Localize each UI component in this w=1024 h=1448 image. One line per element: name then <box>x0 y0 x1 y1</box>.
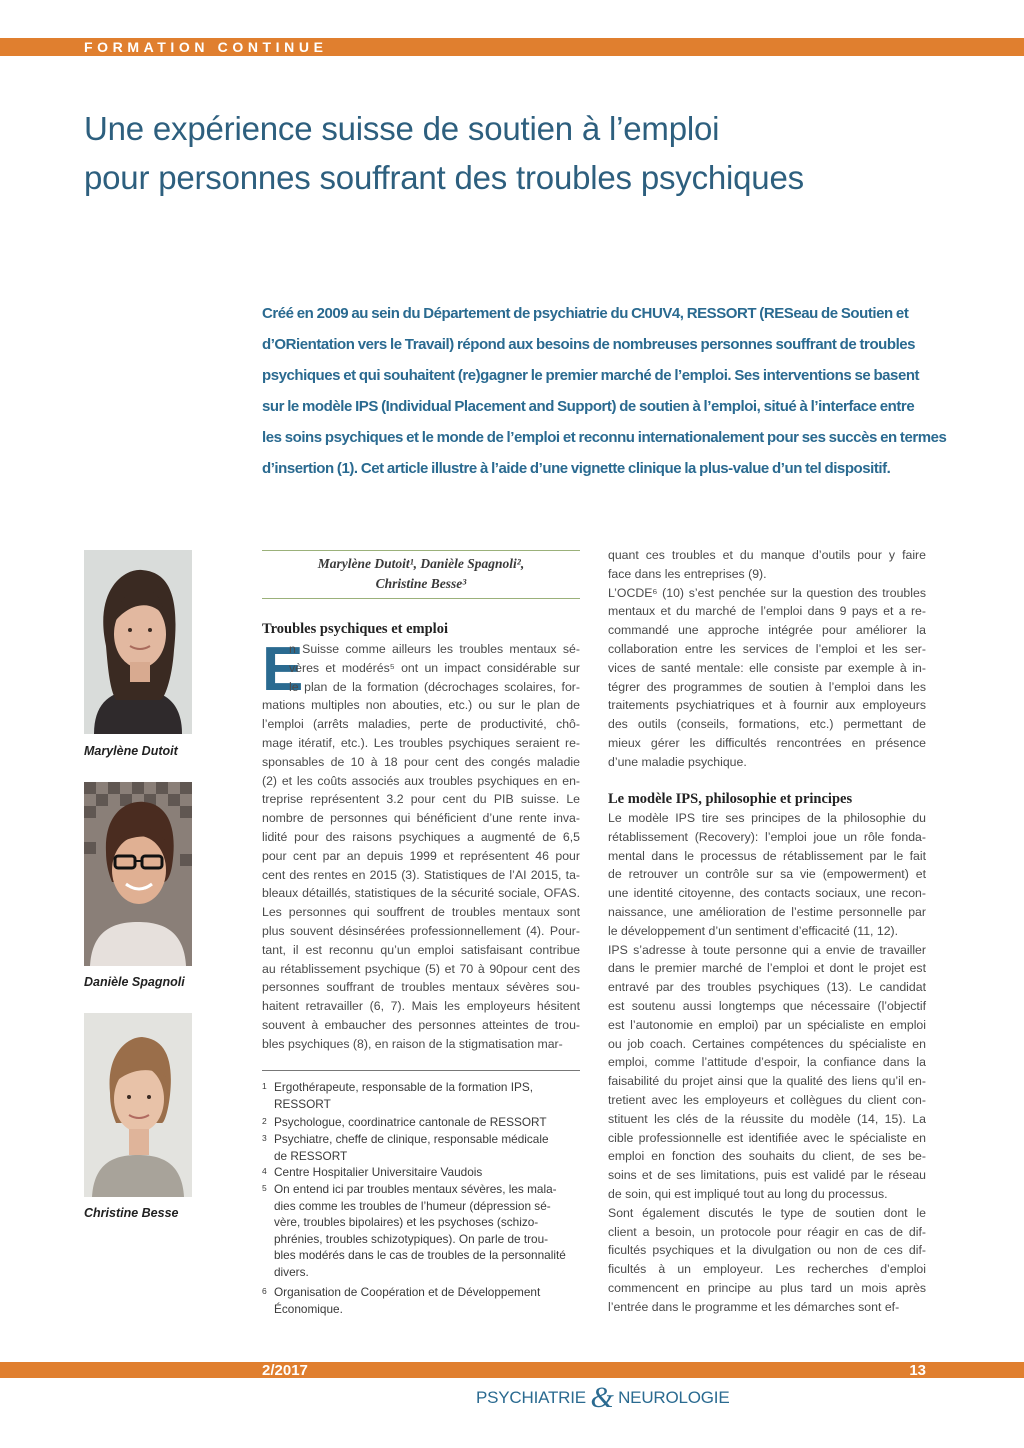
lead-line: d’ORientation vers le Travail) répond aux besoins de nombreuses personnes souffrant de troubles <box>262 336 916 353</box>
text-line: Les personnes qui souffrent de troubles mentaux sont <box>262 905 580 920</box>
footnote <box>262 1114 580 1131</box>
footnote <box>262 1181 580 1281</box>
text-line: est soutenu aussi longtemps que nécessaire (l’objectif <box>608 998 926 1013</box>
text-line: emploi en fonction des souhaits du client, de ses be- <box>608 1149 926 1164</box>
footnote-number: 1 <box>262 1081 267 1091</box>
text-line: commencent en principe au plus tard un mois après <box>608 1280 926 1295</box>
footnote-text: bles modérés dans le cas de troubles de la personnalité <box>274 1248 566 1263</box>
text-line: mieux gérer les difficultés rencontrées en présence <box>608 735 926 750</box>
title-line-1: Une expérience suisse de soutien à l’emploi <box>84 110 720 147</box>
footnote-text: phrénies, troubles schizotypiques). On parle de trou- <box>274 1231 549 1246</box>
authors-rule-top <box>262 550 580 551</box>
footnote-number: 3 <box>262 1133 267 1143</box>
photo-caption-besse: Christine Besse <box>84 1206 179 1220</box>
footnote-number: 4 <box>262 1166 267 1176</box>
text-line: mental dans le processus de rétablissement par le fait <box>608 848 926 863</box>
text-line: cent des rentes en 2015 (3). Statistiques de l’AI 2015, ta- <box>262 867 580 882</box>
text-line: sponsables de 10 à 18 pour cent des congés maladie <box>262 754 580 769</box>
text-line: tégrer des programmes de soutien à l’emploi dans les <box>608 679 926 694</box>
author-list <box>262 554 580 594</box>
text-line: stituent les clés de la réussite du modèle (14, 15). La <box>608 1111 926 1126</box>
footnote <box>262 1131 580 1164</box>
text-line: Sont également discutés le type de soutien dont le <box>608 1205 926 1220</box>
text-line: vères et modérés⁵ ont un impact considérable sur <box>289 660 580 675</box>
text-line: personnes souffrant de troubles mentaux sévères sou- <box>262 980 580 995</box>
column-2-body-intro <box>608 546 926 772</box>
text-line: souvent à embaucher des personnes atteintes de trou- <box>262 1017 580 1032</box>
text-line: bles psychiques (8), en raison de la stigmatisation mar- <box>262 1036 563 1051</box>
footnote <box>262 1079 580 1112</box>
footnote <box>262 1284 580 1317</box>
lead-line: psychiques et qui souhaitent (re)gagner le premier marché de l’emploi. Ses interventions se basent <box>262 367 920 384</box>
text-line: treprise représentent 3.2 pour cent du PIB suisse. Le <box>262 792 580 807</box>
text-line: au rétablissement psychique (5) et 70 à 90pour cent des <box>262 961 580 976</box>
text-line: cible professionnelle est identifiée avec le spécialiste en <box>608 1130 926 1145</box>
text-line: tant, il est reconnu qu’un emploi satisfaisant contribue <box>262 942 580 957</box>
authors-line-1: Marylène Dutoit¹, Danièle Spagnoli², <box>317 556 525 571</box>
text-line: ou job coach. Certaines compétences du spécialiste en <box>608 1036 926 1051</box>
section-label: FORMATION CONTINUE <box>84 39 328 55</box>
text-line: tretient avec les employeurs et collègues du client con- <box>608 1092 926 1107</box>
text-line: mentaux et du marché de l’emploi dans 9 pays et a re- <box>608 604 926 619</box>
footnote-text: de RESSORT <box>274 1148 348 1163</box>
authors-line-2: Christine Besse³ <box>375 576 467 591</box>
text-line: vices de santé mentale: elle consiste par exemple à in- <box>608 660 926 675</box>
footnote-text: Organisation de Coopération et de Développement <box>274 1285 541 1299</box>
text-line: collaboration entre les services de l’emploi et les ser- <box>608 641 926 656</box>
footnote-text: divers. <box>274 1264 309 1279</box>
footnote-number: 2 <box>262 1116 267 1126</box>
lead-paragraph <box>262 298 962 484</box>
text-line: n Suisse comme ailleurs les troubles mentaux sé- <box>289 642 580 656</box>
text-line: lidité pour des raisons psychiques a augmenté de 6,5 <box>262 829 580 844</box>
author-photo-dutoit <box>84 550 192 734</box>
text-line: plus souvent désinsérées professionnellement (4). Pour- <box>262 923 580 938</box>
footnote-text: RESSORT <box>274 1096 331 1111</box>
text-line: dans le premier marché de l’emploi et dont le projet est <box>608 961 926 976</box>
text-line: est l’autonomie en emploi) par un spécialiste en emploi <box>608 1017 926 1032</box>
footnote-text: Psychiatre, cheffe de clinique, responsable médicale <box>274 1132 549 1146</box>
text-line: client a besoin, un protocole pour réagir en cas de dif- <box>608 1224 926 1239</box>
journal-name <box>476 1381 729 1415</box>
text-line: de soin, qui est impliqué tout au long du processus. <box>608 1186 888 1201</box>
text-line: nombre de personnes qui bénéficient d’une rente inva- <box>262 811 580 826</box>
text-line: (2) et les coûts associés aux troubles psychiques en en- <box>262 773 580 788</box>
photo-caption-dutoit: Marylène Dutoit <box>84 744 178 758</box>
lead-line: sur le modèle IPS (Individual Placement and Support) de soutien à l’emploi, situé à l’interface entre <box>262 398 915 415</box>
text-line: pour cent par an depuis 1999 et représentent 46 pour <box>262 848 580 863</box>
text-line: ficultés psychiques et la divulgation ou non de ces dif- <box>608 1243 926 1258</box>
footnote-text: On entend ici par troubles mentaux sévères, les mala- <box>274 1182 557 1196</box>
authors-rule-bottom <box>262 598 580 599</box>
footnote-number: 6 <box>262 1286 267 1296</box>
text-line: soins et de ses limitations, puis est validé par le réseau <box>608 1168 926 1183</box>
column-2-body-ips <box>608 809 926 1317</box>
footnote-text: Ergothérapeute, responsable de la formation IPS, <box>274 1080 534 1094</box>
lead-line: d’insertion (1). Cet article illustre à l’aide d’une vignette clinique la plus-value d’un tel dispositif. <box>262 460 891 477</box>
title-line-2: pour personnes souffrant des troubles psychiques <box>84 159 804 196</box>
text-line: mage itératif, etc.). Les troubles psychiques seraient re- <box>262 735 580 750</box>
author-photo-spagnoli <box>84 782 192 966</box>
text-line: l’emploi (arrêts maladies, perte de productivité, chô- <box>262 717 580 732</box>
footnote-text: Économique. <box>274 1301 343 1316</box>
text-line: emploi, comme l’attitude d’espoir, la confiance dans la <box>608 1055 926 1070</box>
footnote-text: vère, troubles bipolaires) et les psychoses (schizo- <box>274 1215 539 1230</box>
text-line: rétablissement (Recovery): l’emploi joue un rôle fonda- <box>608 829 926 844</box>
text-line: quant ces troubles et du manque d’outils pour y faire <box>608 548 926 562</box>
footnote-text: Centre Hospitalier Universitaire Vaudois <box>274 1165 483 1179</box>
text-line: l’entrée dans le programme et les démarches sont ef- <box>608 1299 900 1314</box>
lead-line: les soins psychiques et le monde de l’emploi et reconnu internationalement pour ses succès en termes <box>262 429 947 446</box>
drop-cap: E <box>262 635 304 704</box>
text-line: d’une maladie psychique. <box>608 754 747 769</box>
text-line: faisabilité du projet ainsi que la qualité des liens qu’il en- <box>608 1074 926 1089</box>
text-line: Le modèle IPS tire ses principes de la philosophie du <box>608 811 926 825</box>
text-line: ficultés à un employeur. Les recherches d’emploi <box>608 1262 926 1277</box>
journal-name-right: NEUROLOGIE <box>618 1388 730 1407</box>
text-line: L’OCDE⁶ (10) s’est penchée sur la question des troubles <box>608 585 926 600</box>
text-line: entravé par des troubles psychiques (13). Le candidat <box>608 980 926 995</box>
section-heading-ips: Le modèle IPS, philosophie et principes <box>608 791 853 807</box>
section-heading-troubles: Troubles psychiques et emploi <box>262 621 448 637</box>
issue-number: 2/2017 <box>262 1362 308 1379</box>
text-line: des outils (conseils, formations, etc.) permettant de <box>608 717 926 732</box>
text-line: IPS s’adresse à toute personne qui a envie de travailler <box>608 942 926 957</box>
text-line: mations multiples non abouties, etc.) ou sur le plan de <box>262 698 580 713</box>
footer-bar <box>0 1362 1024 1378</box>
text-line: face dans les entreprises (9). <box>608 566 767 581</box>
text-line: commandé une approche intégrée pour améliorer la <box>608 623 926 638</box>
text-line: naissance, une amélioration de l’estime personnelle par <box>608 904 926 919</box>
text-line: haitent retravailler (6, 7). Mais les employeurs hésitent <box>262 999 580 1014</box>
footnote-number: 5 <box>262 1183 267 1193</box>
text-line: traitements psychiatriques et à fournir aux employeurs <box>608 698 926 713</box>
column-1-body <box>262 635 580 1054</box>
text-line: bleaux détaillés, statistiques de la sécurité sociale, OFAS. <box>262 886 580 901</box>
text-line: de retrouver un contrôle sur sa vie (empowerment) et <box>608 867 926 882</box>
text-line: le développement d’un sentiment d’efficacité (11, 12). <box>608 923 899 938</box>
lead-line: Créé en 2009 au sein du Département de psychiatrie du CHUV4, RESSORT (RESeau de Soutien et <box>262 305 909 322</box>
footnote <box>262 1164 580 1181</box>
footnote-text: dies comme les troubles de l’humeur (dépression sé- <box>274 1198 551 1213</box>
journal-name-left: PSYCHIATRIE <box>476 1388 586 1407</box>
footnote-text: Psychologue, coordinatrice cantonale de RESSORT <box>274 1115 547 1129</box>
text-line: une identité citoyenne, des contacts sociaux, une recon- <box>608 886 926 901</box>
text-line: le plan de la formation (décrochages scolaires, for- <box>289 679 580 694</box>
author-photo-besse <box>84 1013 192 1197</box>
footnote-rule <box>262 1070 580 1071</box>
article-title <box>84 104 984 202</box>
photo-caption-spagnoli: Danièle Spagnoli <box>84 975 185 989</box>
page-number: 13 <box>909 1362 926 1379</box>
journal-ampersand: & <box>590 1381 614 1414</box>
